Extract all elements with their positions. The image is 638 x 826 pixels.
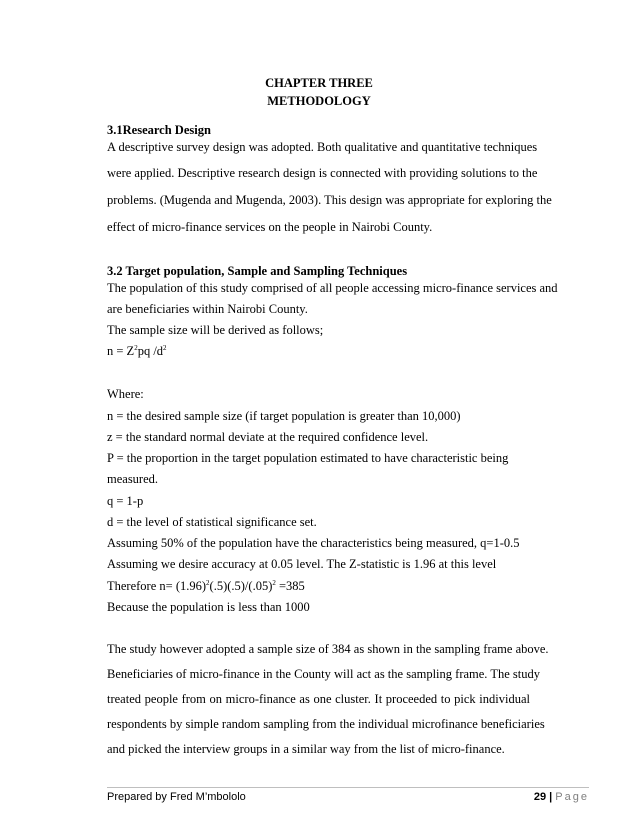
paragraph-line: The sample size will be derived as follows; [107,323,324,337]
section-heading-research-design: 3.1Research Design [107,123,211,137]
page-label: Page [555,791,589,803]
definition-line: Assuming 50% of the population have the characteristics being measured, q=1-0.5 [107,536,520,550]
footer-separator: | [546,791,556,803]
footer-divider [107,787,589,788]
definition-line: Assuming we desire accuracy at 0.05 level. The Z-statistic is 1.96 at this level [107,557,497,571]
footer-author: Prepared by Fred M’mbololo [107,791,246,803]
sample-size-formula: $n = Z^2pq$ $/d^2$ [107,344,167,358]
footer-page-indicator [534,791,589,803]
calculation-note: Because the population is less than 1000 [107,600,310,614]
paragraph-line: respondents by simple random sampling from the individual microfinance beneficiaries [107,717,545,731]
paragraph-line: problems. (Mugenda and Mugenda, 2003). This design was appropriate for exploring the [107,193,552,207]
definition-line: n = the desired sample size (if target population is greater than 10,000) [107,409,461,423]
paragraph-line: The study however adopted a sample size of 384 as shown in the sampling frame above. [107,642,549,656]
definition-line: z = the standard normal deviate at the required confidence level. [107,430,429,444]
paragraph-line: are beneficiaries within Nairobi County. [107,302,308,316]
definition-line: q = 1-p [107,494,144,508]
section-heading-target-population: 3.2 Target population, Sample and Sampling Techniques [107,264,408,278]
paragraph-line: were applied. Descriptive research design is connected with providing solutions to the [107,166,538,180]
paragraph-line: A descriptive survey design was adopted. Both qualitative and quantitative techniques [107,140,538,154]
where-label: Where: [107,387,144,401]
paragraph-line: Beneficiaries of micro-finance in the County will act as the sampling frame. The study [107,667,540,681]
paragraph-line: treated people from on micro-finance as one cluster. It proceeded to pick individual [107,692,530,706]
chapter-number: CHAPTER THREE [265,76,373,90]
paragraph-line: and picked the interview groups in a similar way from the list of micro-finance. [107,742,505,756]
sample-size-calculation: Therefore $n= (1.96)^2(.5)(.5)/(.05)^2 =385$ [107,579,305,593]
page-number: 29 [533,791,547,803]
paragraph-line: The population of this study comprised of all people accessing micro-finance services and [107,281,558,295]
paragraph-line: effect of micro-finance services on the people in Nairobi County. [107,220,433,234]
definition-line: measured. [107,472,159,486]
definition-line: P = the proportion in the target population estimated to have characteristic being [107,451,509,465]
chapter-title: METHODOLOGY [267,94,371,108]
definition-line: d = the level of statistical significance set. [107,515,317,529]
